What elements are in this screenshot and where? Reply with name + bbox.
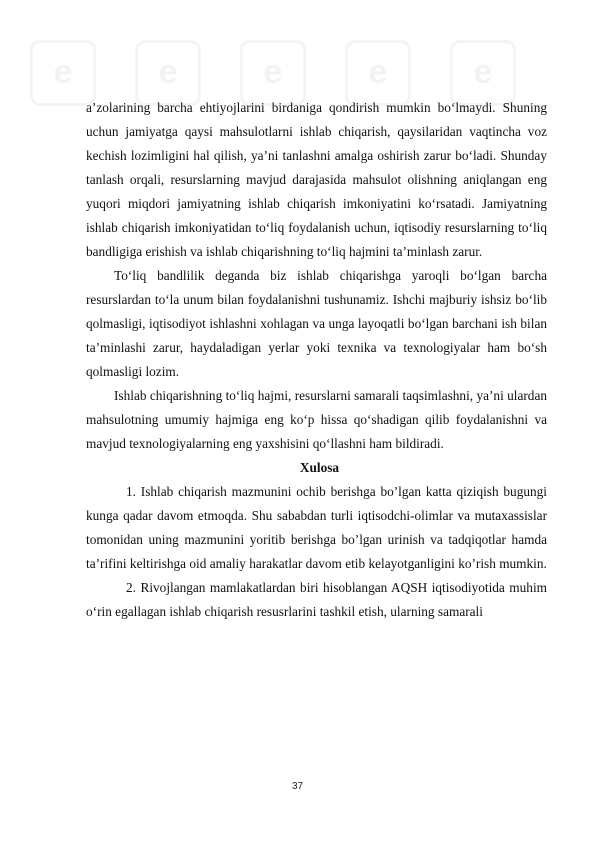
section-heading: Xulosa (299, 460, 340, 475)
watermark-logo: e (135, 40, 201, 106)
watermark-logo: e (345, 40, 411, 106)
page-number: 37 (291, 781, 304, 792)
conclusion-item: 1. Ishlab chiqarish mazmunini ochib berishga bo’lgan katta qiziqish bugungi kunga qadar davom etmoqda. Shu sababdan turli iqtisodchi-olimlar va mutaxassislar tomonidan uning mazmunini yoritib berishga bo’lgan urinish va tadqiqotlar hamda ta’rifini keltirishga oid amaliy harakatlar davom etib kelayotganligini ko’rish mumkin. (86, 484, 547, 571)
conclusion-item: 2. Rivojlangan mamlakatlardan biri hisoblangan AQSH iqtisodiyotida muhim o‘rin egallagan ishlab chiqarish resusrlarini tashkil etish, ularning samarali (86, 580, 547, 619)
body-paragraph: a’zolarining barcha ehtiyojlarini birdaniga qondirish mumkin bo‘lmaydi. Shuning uchun jamiyatga qaysi mahsulotlarni ishlab chiqarish, qaysilaridan vaqtincha voz kechish lozimligini hal qilish, ya’ni tanlashni amalga oshirish zarur bo‘ladi. Shunday tanlash orqali, resurslarning mavjud darajasida mahsulot olishning aniqlangan eng yuqori miqdori jamiyatning ishlab chiqarish imkoniyatini ko‘rsatadi. Jamiyatning ishlab chiqarish imkoniyatidan to‘liq foydalanish uchun, iqtisodiy resurslarning to‘liq bandligiga erishish va ishlab chiqarishning to‘liq hajmini ta’minlash zarur. (86, 100, 547, 259)
watermark-logo: e (450, 40, 516, 106)
watermark-logo: e (240, 40, 306, 106)
body-paragraph: Ishlab chiqarishning to‘liq hajmi, resurslarni samarali taqsimlashni, ya’ni ulardan mahsulotning umumiy hajmiga eng ko‘p hissa qo‘shadigan qilib foydalanishni va mavjud texnologiyalarning eng yaxshisini qo‘llashni ham bildiradi. (86, 388, 547, 451)
watermark-logo: e (30, 40, 96, 106)
document-body (86, 96, 547, 624)
body-paragraph: To‘liq bandlilik deganda biz ishlab chiqarishga yaroqli bo‘lgan barcha resurslardan to‘la unum bilan foydalanishni tushunamiz. Ishchi majburiy ishsiz bo‘lib qolmasligi, iqtisodiyot ishlashni xohlagan va unga layoqatli bo‘lgan barchani ish bilan ta’minlashi zarur, haydaladigan yerlar yoki texnika va texnologiyalar ham bo‘sh qolmasligi lozim. (86, 268, 547, 379)
